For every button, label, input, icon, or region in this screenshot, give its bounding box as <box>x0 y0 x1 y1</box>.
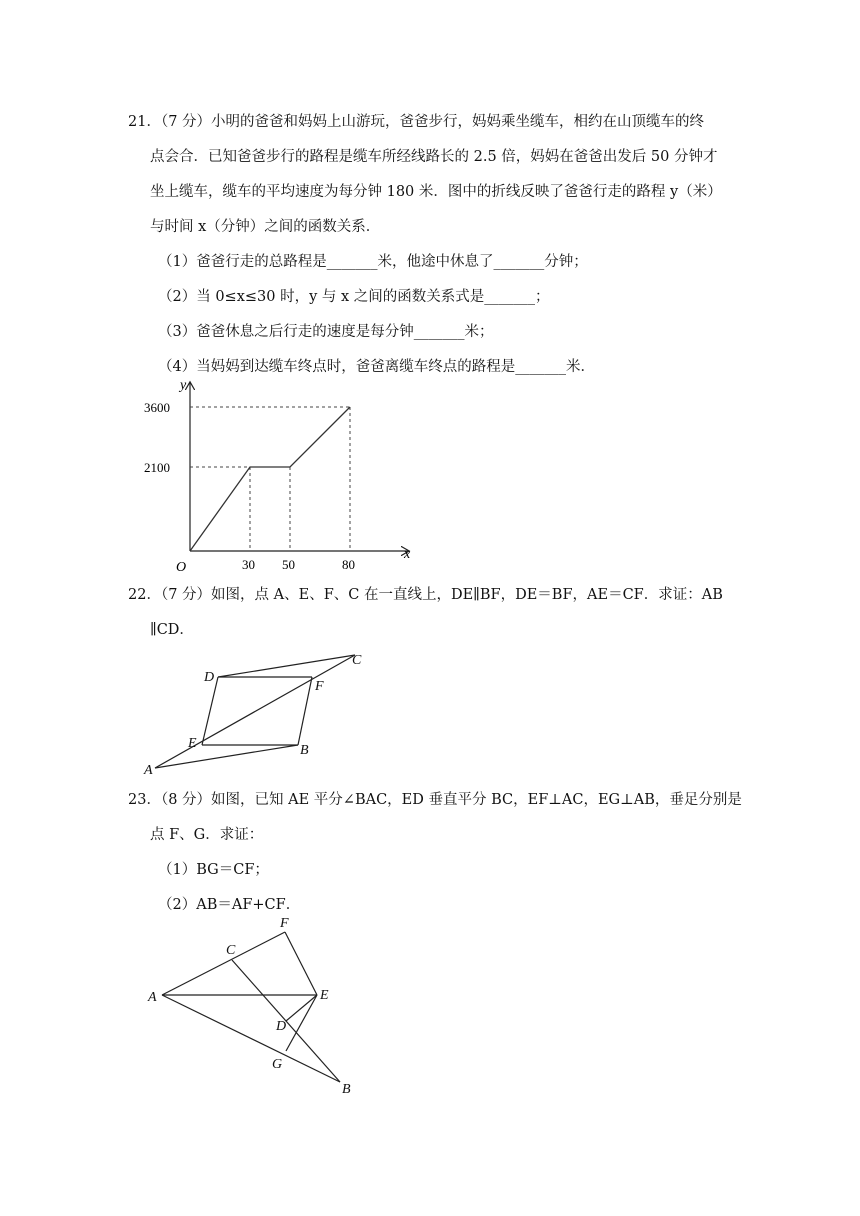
q23-text-1: （8 分）如图，已知 AE 平分∠BAC，ED 垂直平分 BC，EF⊥AC，EG⊥AB，垂足分别是 <box>160 792 742 808</box>
point-label-F: F <box>315 679 324 694</box>
point-label-D: D <box>276 1019 287 1034</box>
q21-number: 21． <box>128 114 161 130</box>
point-label-A: A <box>144 763 153 778</box>
x-axis-label: x <box>404 547 411 562</box>
q21-line-3: 坐上缆车，缆车的平均速度为每分钟 180 米．图中的折线反映了爸爸行走的路程 y（米） <box>150 184 722 200</box>
q23-line-2: 点 F、G．求证： <box>150 827 264 843</box>
chart-guides <box>190 407 350 551</box>
point-label-A: A <box>148 990 157 1005</box>
segment-AC <box>155 655 355 768</box>
q21-sub-4: （4）当妈妈到达缆车终点时，爸爸离缆车终点的路程是_______米． <box>158 359 595 375</box>
segment-ED <box>286 995 317 1021</box>
x-tick-label-30: 30 <box>242 557 255 572</box>
q22-line-1 <box>128 585 723 605</box>
q21-line-chart <box>140 375 430 575</box>
q21-sub-2: （2）当 0≤x≤30 时，y 与 x 之间的函数关系式是_______； <box>158 289 550 305</box>
q21-sub-1: （1）爸爸行走的总路程是_______米，他途中休息了_______分钟； <box>158 254 588 270</box>
q21-line-2: 点会合．已知爸爸步行的路程是缆车所经线路长的 2.5 倍，妈妈在爸爸出发后 50 分钟才 <box>150 149 718 165</box>
y-axis-label: y <box>180 378 187 393</box>
segment-FB <box>298 677 312 745</box>
point-label-F: F <box>280 916 289 931</box>
point-label-G: G <box>272 1057 283 1072</box>
q23-line-1 <box>128 790 742 810</box>
q21-text-1: （7 分）小明的爸爸和妈妈上山游玩，爸爸步行，妈妈乘坐缆车，相约在山顶缆车的终 <box>160 114 705 130</box>
q23-geometry-figure <box>140 910 370 1100</box>
q23-number: 23． <box>128 792 161 808</box>
origin-label: O <box>176 560 187 575</box>
point-label-B: B <box>300 743 309 758</box>
q23-sub-1: （1）BG＝CF； <box>158 862 269 878</box>
point-label-E: E <box>320 988 329 1003</box>
segment-AB <box>162 995 340 1082</box>
segment-DE <box>202 677 218 745</box>
y-tick-label-3600: 3600 <box>144 400 170 415</box>
chart-series-line <box>190 407 350 551</box>
q22-geometry-figure <box>140 648 380 778</box>
q21-line-1 <box>128 112 704 132</box>
q22-text-1: （7 分）如图，点 A、E、F、C 在一直线上，DE∥BF，DE＝BF，AE＝CF．求证：AB <box>160 587 723 603</box>
segment-EG <box>286 995 317 1051</box>
point-label-B: B <box>342 1082 351 1097</box>
y-tick-label-2100: 2100 <box>144 460 170 475</box>
q22-number: 22． <box>128 587 161 603</box>
point-label-E: E <box>188 736 197 751</box>
q23-sub-2: （2）AB＝AF+CF． <box>158 897 301 913</box>
q22-line-2: ∥CD． <box>150 622 194 638</box>
x-tick-label-80: 80 <box>342 557 355 572</box>
q21-line-4: 与时间 x（分钟）之间的函数关系． <box>150 219 381 235</box>
point-label-D: D <box>204 670 215 685</box>
x-tick-label-50: 50 <box>282 557 295 572</box>
q21-sub-3: （3）爸爸休息之后行走的速度是每分钟_______米； <box>158 324 494 340</box>
point-label-C: C <box>352 653 362 668</box>
segment-AF <box>162 932 285 995</box>
segment-FE <box>285 932 317 995</box>
point-label-C: C <box>226 943 236 958</box>
